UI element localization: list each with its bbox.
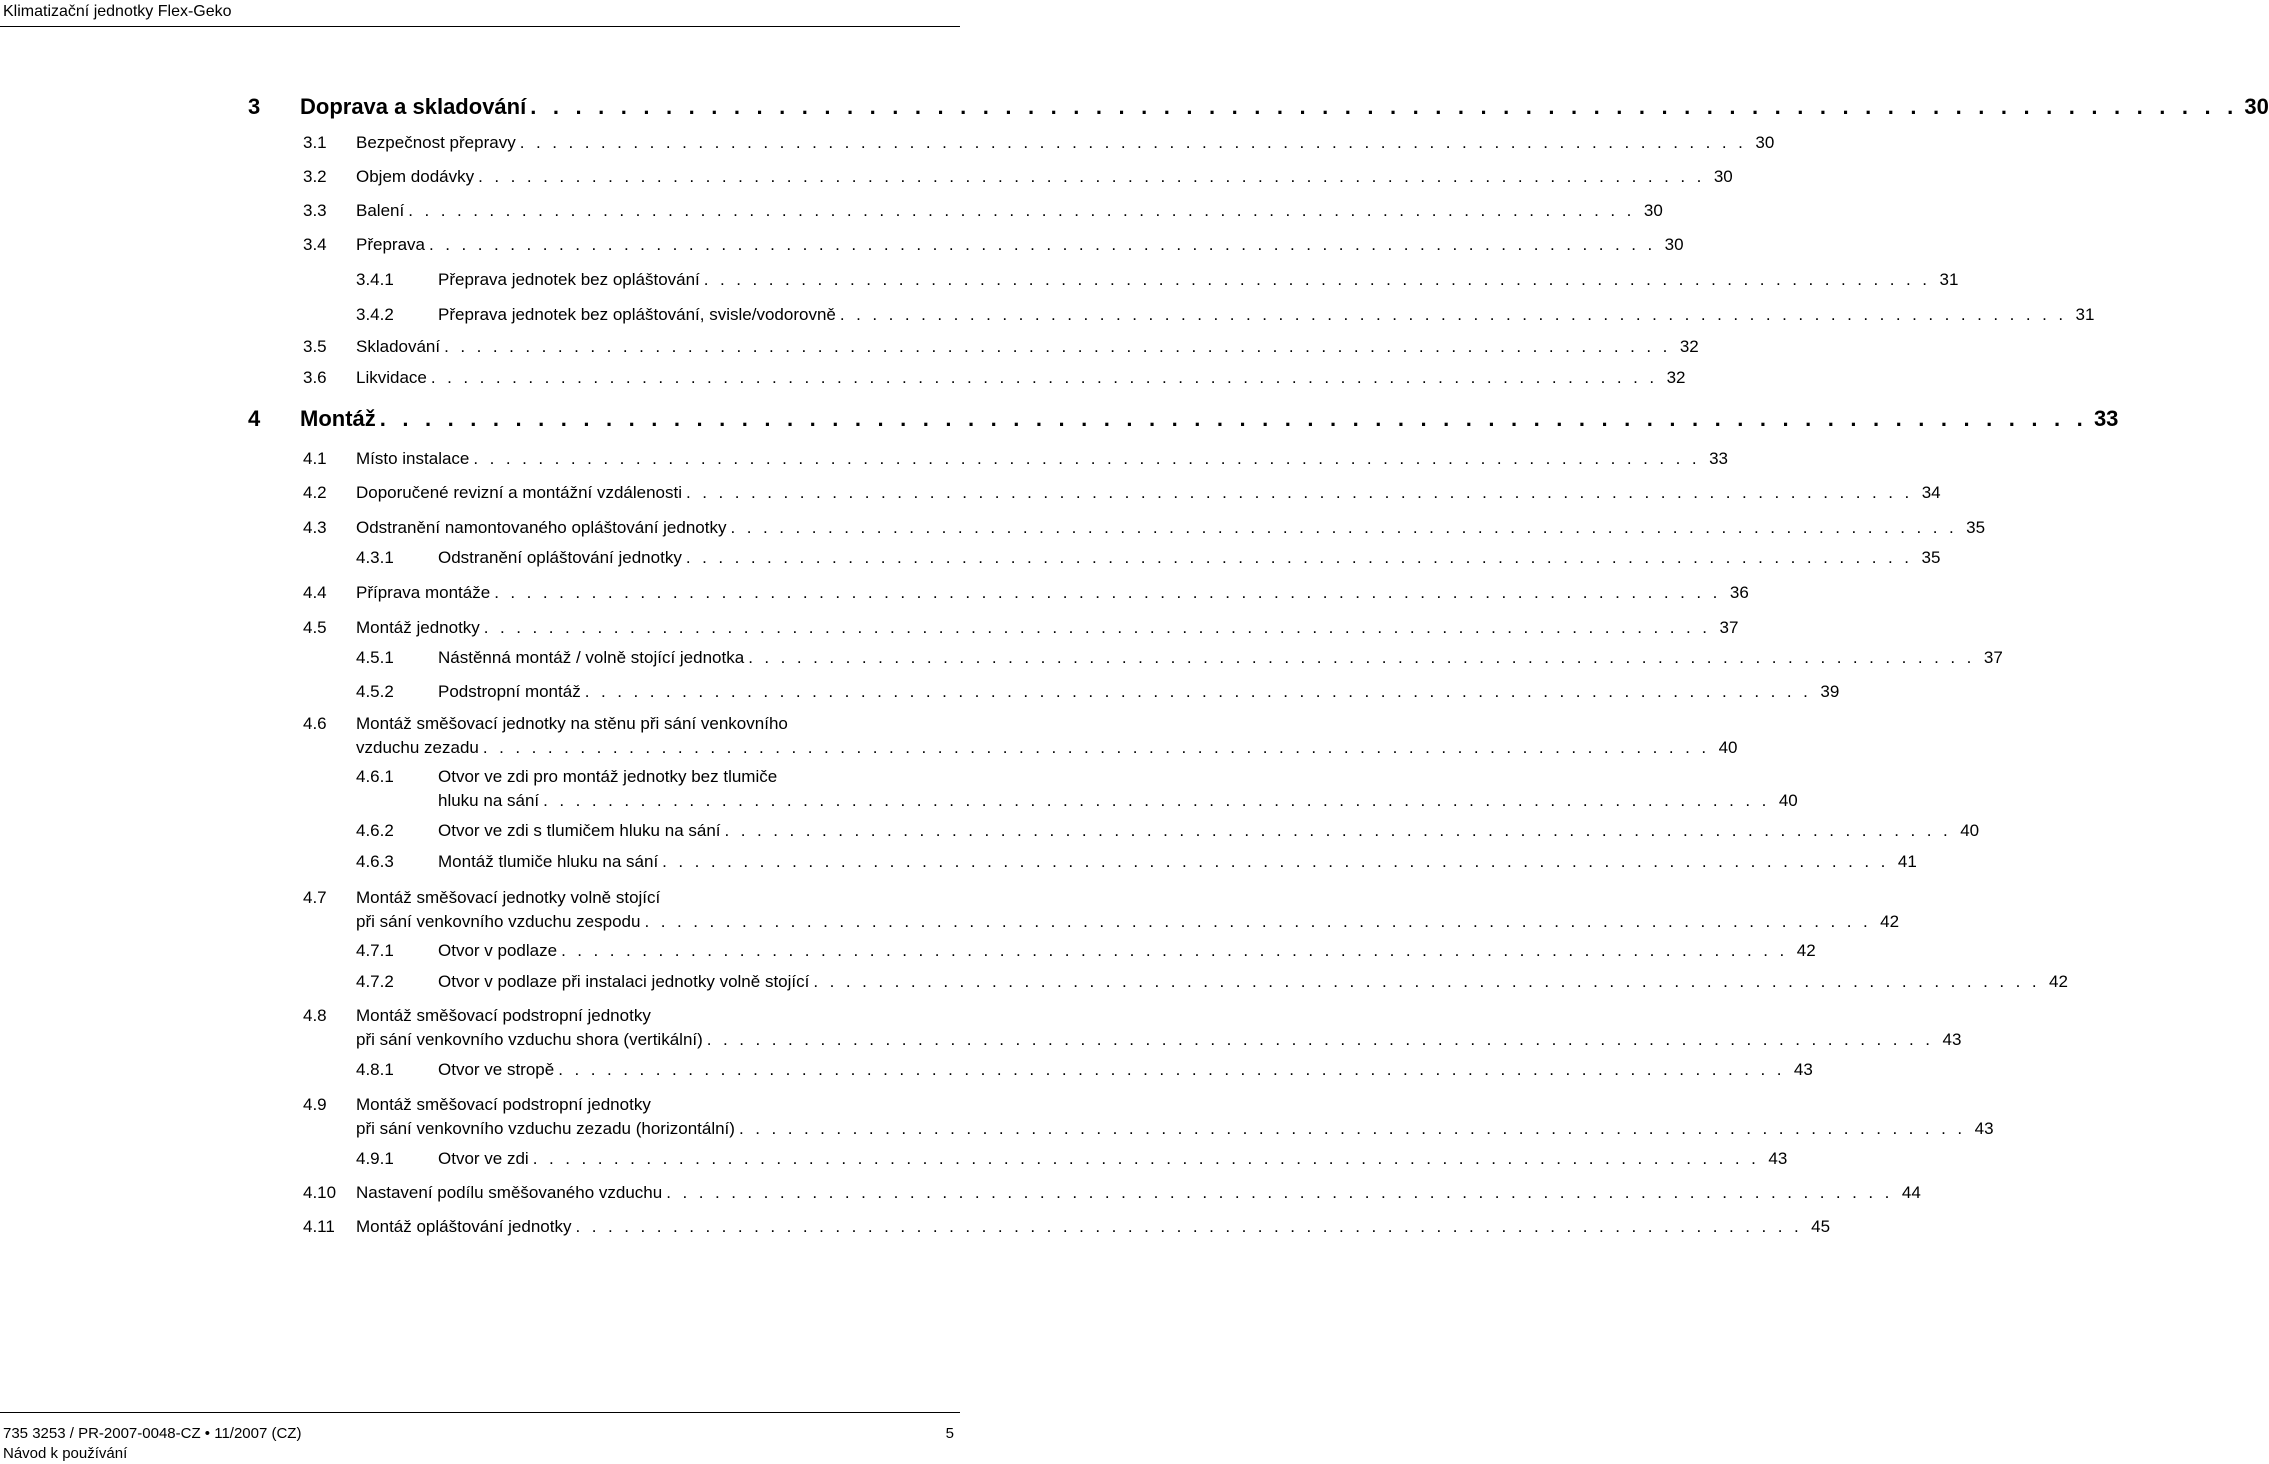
toc-page-number: 35: [1921, 548, 1941, 567]
toc-title: Místo instalace: [356, 449, 470, 468]
toc-title: Otvor v podlaze při instalaci jednotky volně stojící: [438, 972, 810, 991]
header-title: Klimatizační jednotky Flex-Geko: [3, 3, 232, 20]
toc-number: 4.10: [303, 1183, 337, 1202]
toc-entry[interactable]: [356, 1058, 1813, 1082]
toc-leader-dots: . . . . . . . . . . . . . . . . . . . . . . . . . . . . . . . . . . . . . . . . . . . . . . . . . . . . . . . . . . . . . . . . . . . . . . . . . . . .: [558, 1060, 1785, 1079]
toc-title: Nástěnná montáž / volně stojící jednotka: [438, 648, 745, 667]
toc-title: Bezpečnost přepravy: [356, 133, 516, 152]
toc-title: Nastavení podílu směšovaného vzduchu: [356, 1183, 663, 1202]
toc-leader-dots: . . . . . . . . . . . . . . . . . . . . . . . . . . . . . . . . . . . . . . . . . . . . . . . . . . . . . . . . . . . . . . . . . . . . . . . . . . . .: [473, 449, 1700, 468]
toc-page-number: 40: [1960, 821, 1980, 840]
toc-entry[interactable]: [356, 970, 2068, 994]
toc-title: Montáž tlumiče hluku na sání: [438, 852, 659, 871]
toc-leader-dots: . . . . . . . . . . . . . . . . . . . . . . . . . . . . . . . . . . . . . . . . . . . . . . . . . . . . . . . . . . . . . . . . . . . . . . . . . . . .: [530, 94, 2239, 119]
toc-page-number: 43: [1942, 1030, 1962, 1049]
toc-title: při sání venkovního vzduchu zezadu (horizontální): [356, 1119, 735, 1138]
toc-title: Montáž směšovací podstropní jednotky: [356, 1006, 651, 1025]
toc-leader-dots: . . . . . . . . . . . . . . . . . . . . . . . . . . . . . . . . . . . . . . . . . . . . . . . . . . . . . . . . . . . . . . . . . . . . . . . . . . . .: [444, 337, 1671, 356]
toc-entry[interactable]: [356, 646, 2003, 670]
toc-leader-dots: . . . . . . . . . . . . . . . . . . . . . . . . . . . . . . . . . . . . . . . . . . . . . . . . . . . . . . . . . . . . . . . . . . . . . . . . . . . .: [686, 483, 1913, 502]
toc-page-number: 31: [1939, 270, 1959, 289]
toc-number: 3.3: [303, 201, 327, 220]
toc-leader-dots: . . . . . . . . . . . . . . . . . . . . . . . . . . . . . . . . . . . . . . . . . . . . . . . . . . . . . . . . . . . . . . . . . . . . . . . . . . . .: [379, 406, 2088, 431]
toc-entry[interactable]: [356, 850, 1917, 874]
toc-title: Otvor ve zdi s tlumičem hluku na sání: [438, 821, 721, 840]
toc-number: 4.5: [303, 618, 327, 637]
toc-leader-dots: . . . . . . . . . . . . . . . . . . . . . . . . . . . . . . . . . . . . . . . . . . . . . . . . . . . . . . . . . . . . . . . . . . . . . . . . . . . .: [738, 1119, 1966, 1138]
toc-number: 4.9.1: [356, 1149, 394, 1168]
toc-entry[interactable]: [356, 765, 1798, 813]
toc-title: Montáž směšovací jednotky volně stojící: [356, 888, 661, 907]
toc-title: při sání venkovního vzduchu zespodu: [356, 912, 641, 931]
toc-entry[interactable]: [303, 481, 1941, 505]
footer-subtitle: Návod k používání: [3, 1445, 128, 1462]
toc-page-number: 41: [1897, 852, 1917, 871]
toc-leader-dots: . . . . . . . . . . . . . . . . . . . . . . . . . . . . . . . . . . . . . . . . . . . . . . . . . . . . . . . . . . . . . . . . . . . . . . . . . . . .: [748, 648, 1975, 667]
toc-leader-dots: . . . . . . . . . . . . . . . . . . . . . . . . . . . . . . . . . . . . . . . . . . . . . . . . . . . . . . . . . . . . . . . . . . . . . . . . . . . .: [430, 368, 1658, 387]
toc-leader-dots: . . . . . . . . . . . . . . . . . . . . . . . . . . . . . . . . . . . . . . . . . . . . . . . . . . . . . . . . . . . . . . . . . . . . . . . . . . . .: [584, 682, 1812, 701]
footer-document-number: 735 3253 / PR-2007-0048-CZ • 11/2007 (CZ): [3, 1425, 302, 1442]
toc-page-number: 43: [1768, 1149, 1788, 1168]
toc-page-number: 32: [1666, 368, 1686, 387]
toc-number: 4.9: [303, 1095, 327, 1114]
toc-title: Montáž směšovací podstropní jednotky: [356, 1095, 651, 1114]
toc-leader-dots: . . . . . . . . . . . . . . . . . . . . . . . . . . . . . . . . . . . . . . . . . . . . . . . . . . . . . . . . . . . . . . . . . . . . . . . . . . . .: [494, 583, 1721, 602]
toc-leader-dots: . . . . . . . . . . . . . . . . . . . . . . . . . . . . . . . . . . . . . . . . . . . . . . . . . . . . . . . . . . . . . . . . . . . . . . . . . . . .: [662, 852, 1889, 871]
toc-title: Montáž směšovací jednotky na stěnu při sání venkovního: [356, 714, 788, 733]
toc-page-number: 36: [1729, 583, 1749, 602]
toc-entry[interactable]: [303, 1181, 1921, 1205]
toc-page-number: 39: [1820, 682, 1840, 701]
toc-page-number: 42: [1880, 912, 1900, 931]
page-header: [0, 0, 960, 28]
toc-entry[interactable]: [303, 1093, 1994, 1141]
toc-page-number: 30: [1713, 167, 1733, 186]
toc-number: 3.2: [303, 167, 327, 186]
toc-title: Skladování: [356, 337, 441, 356]
toc-leader-dots: . . . . . . . . . . . . . . . . . . . . . . . . . . . . . . . . . . . . . . . . . . . . . . . . . . . . . . . . . . . . . . . . . . . . . . . . . . . .: [519, 133, 1747, 152]
toc-number: 4.1: [303, 449, 327, 468]
toc-leader-dots: . . . . . . . . . . . . . . . . . . . . . . . . . . . . . . . . . . . . . . . . . . . . . . . . . . . . . . . . . . . . . . . . . . . . . . . . . . . .: [839, 305, 2067, 324]
toc-title: Montáž: [300, 406, 376, 431]
footer-divider: [0, 1412, 960, 1413]
toc-number: 3.5: [303, 337, 327, 356]
toc-leader-dots: . . . . . . . . . . . . . . . . . . . . . . . . . . . . . . . . . . . . . . . . . . . . . . . . . . . . . . . . . . . . . . . . . . . . . . . . . . . .: [482, 738, 1710, 757]
toc-entry[interactable]: [303, 886, 1900, 934]
toc-title: Přeprava: [356, 235, 425, 254]
toc-page-number: 40: [1778, 791, 1798, 810]
toc-page-number: 37: [1719, 618, 1739, 637]
toc-title: Otvor ve zdi: [438, 1149, 529, 1168]
toc-page-number: 32: [1679, 337, 1699, 356]
toc-leader-dots: . . . . . . . . . . . . . . . . . . . . . . . . . . . . . . . . . . . . . . . . . . . . . . . . . . . . . . . . . . . . . . . . . . . . . . . . . . . .: [703, 270, 1931, 289]
toc-leader-dots: . . . . . . . . . . . . . . . . . . . . . . . . . . . . . . . . . . . . . . . . . . . . . . . . . . . . . . . . . . . . . . . . . . . . . . . . . . . .: [483, 618, 1711, 637]
toc-page-number: 35: [1966, 518, 1986, 537]
toc-chapter[interactable]: [248, 93, 2269, 121]
toc-number: 4.4: [303, 583, 327, 602]
toc-page-number: 30: [1755, 133, 1775, 152]
toc-number: 4.8.1: [356, 1060, 394, 1079]
toc-entry[interactable]: [303, 233, 1684, 257]
toc-page-number: 45: [1811, 1217, 1831, 1236]
toc-number: 4.7: [303, 888, 327, 907]
toc-entry[interactable]: [303, 712, 1738, 760]
toc-title: Otvor ve zdi pro montáž jednotky bez tlumiče: [438, 767, 778, 786]
toc-entry[interactable]: [303, 447, 1728, 471]
toc-page-number: 44: [1901, 1183, 1921, 1202]
toc-page-number: 42: [2049, 972, 2068, 991]
toc-page-number: 33: [2093, 406, 2119, 431]
toc-number: 4.3.1: [356, 548, 394, 567]
toc-leader-dots: . . . . . . . . . . . . . . . . . . . . . . . . . . . . . . . . . . . . . . . . . . . . . . . . . . . . . . . . . . . . . . . . . . . . . . . . . . . .: [543, 791, 1770, 810]
toc-title: Otvor ve stropě: [438, 1060, 555, 1079]
toc-number: 4.3: [303, 518, 327, 537]
toc-entry[interactable]: [303, 1215, 1831, 1239]
toc-number: 4.8: [303, 1006, 327, 1025]
toc-title: Podstropní montáž: [438, 682, 581, 701]
toc-number: 4.5.2: [356, 682, 394, 701]
toc-number: 4.6: [303, 714, 327, 733]
header-divider: [0, 26, 960, 27]
toc-number: 4.6.2: [356, 821, 394, 840]
toc-title: Likvidace: [356, 368, 427, 387]
toc-page-number: 42: [1796, 941, 1816, 960]
toc-leader-dots: . . . . . . . . . . . . . . . . . . . . . . . . . . . . . . . . . . . . . . . . . . . . . . . . . . . . . . . . . . . . . . . . . . . . . . . . . . . .: [724, 821, 1952, 840]
toc-title: Doporučené revizní a montážní vzdálenosti: [356, 483, 683, 502]
toc-number: 3.1: [303, 133, 327, 152]
toc-leader-dots: . . . . . . . . . . . . . . . . . . . . . . . . . . . . . . . . . . . . . . . . . . . . . . . . . . . . . . . . . . . . . . . . . . . . . . . . . . . .: [561, 941, 1788, 960]
toc-leader-dots: . . . . . . . . . . . . . . . . . . . . . . . . . . . . . . . . . . . . . . . . . . . . . . . . . . . . . . . . . . . . . . . . . . . . . . . . . . . .: [730, 518, 1958, 537]
toc-title: Přeprava jednotek bez opláštování, svisle/vodorovně: [438, 305, 836, 324]
toc-title: Balení: [356, 201, 405, 220]
toc-leader-dots: . . . . . . . . . . . . . . . . . . . . . . . . . . . . . . . . . . . . . . . . . . . . . . . . . . . . . . . . . . . . . . . . . . . . . . . . . . . .: [813, 972, 2040, 991]
toc-number: 4.7.1: [356, 941, 394, 960]
toc-title: vzduchu zezadu: [356, 738, 479, 757]
toc-leader-dots: . . . . . . . . . . . . . . . . . . . . . . . . . . . . . . . . . . . . . . . . . . . . . . . . . . . . . . . . . . . . . . . . . . . . . . . . . . . .: [685, 548, 1913, 567]
toc-title: Montáž jednotky: [356, 618, 480, 637]
toc-entry[interactable]: [303, 581, 1749, 605]
toc-leader-dots: . . . . . . . . . . . . . . . . . . . . . . . . . . . . . . . . . . . . . . . . . . . . . . . . . . . . . . . . . . . . . . . . . . . . . . . . . . . .: [575, 1217, 1803, 1236]
toc-title: Odstranění opláštování jednotky: [438, 548, 682, 567]
toc-entry[interactable]: [356, 268, 1959, 292]
toc-leader-dots: . . . . . . . . . . . . . . . . . . . . . . . . . . . . . . . . . . . . . . . . . . . . . . . . . . . . . . . . . . . . . . . . . . . . . . . . . . . .: [706, 1030, 1934, 1049]
toc-page-number: 31: [2075, 305, 2095, 324]
toc-title: Odstranění namontovaného opláštování jednotky: [356, 518, 727, 537]
toc-title: Otvor v podlaze: [438, 941, 558, 960]
toc-entry[interactable]: [303, 199, 1663, 223]
toc-entry[interactable]: [356, 939, 1816, 963]
toc-page-number: 40: [1718, 738, 1738, 757]
toc-number: 3.4: [303, 235, 327, 254]
toc-title: hluku na sání: [438, 791, 540, 810]
toc-page-number: 33: [1709, 449, 1728, 468]
toc-number: 4.5.1: [356, 648, 394, 667]
toc-page-number: 30: [2244, 94, 2269, 119]
toc-entry[interactable]: [303, 366, 1686, 390]
toc-page-number: 34: [1921, 483, 1941, 502]
toc-entry[interactable]: [303, 616, 1739, 640]
toc-title: Montáž opláštování jednotky: [356, 1217, 572, 1236]
toc-leader-dots: . . . . . . . . . . . . . . . . . . . . . . . . . . . . . . . . . . . . . . . . . . . . . . . . . . . . . . . . . . . . . . . . . . . . . . . . . . . .: [666, 1183, 1893, 1202]
toc-entry[interactable]: [303, 516, 1986, 540]
toc-number: 4.6.3: [356, 852, 394, 871]
toc-entry[interactable]: [356, 303, 2095, 327]
toc-leader-dots: . . . . . . . . . . . . . . . . . . . . . . . . . . . . . . . . . . . . . . . . . . . . . . . . . . . . . . . . . . . . . . . . . . . . . . . . . . . .: [644, 912, 1872, 931]
toc-leader-dots: . . . . . . . . . . . . . . . . . . . . . . . . . . . . . . . . . . . . . . . . . . . . . . . . . . . . . . . . . . . . . . . . . . . . . . . . . . . .: [478, 167, 1705, 186]
toc-page-number: 30: [1664, 235, 1684, 254]
toc-number: 4.11: [303, 1217, 335, 1236]
page-footer: [0, 1412, 960, 1462]
toc-number: 4: [248, 406, 261, 431]
toc-page-number: 43: [1793, 1060, 1813, 1079]
toc-title: při sání venkovního vzduchu shora (vertikální): [356, 1030, 703, 1049]
toc-entry[interactable]: [303, 335, 1699, 359]
toc-leader-dots: . . . . . . . . . . . . . . . . . . . . . . . . . . . . . . . . . . . . . . . . . . . . . . . . . . . . . . . . . . . . . . . . . . . . . . . . . . . .: [532, 1149, 1760, 1168]
toc-number: 3.4.2: [356, 305, 394, 324]
toc-leader-dots: . . . . . . . . . . . . . . . . . . . . . . . . . . . . . . . . . . . . . . . . . . . . . . . . . . . . . . . . . . . . . . . . . . . . . . . . . . . .: [428, 235, 1656, 254]
toc-chapter[interactable]: [248, 405, 2119, 433]
toc-title: Objem dodávky: [356, 167, 475, 186]
toc-title: Příprava montáže: [356, 583, 491, 602]
toc-title: Doprava a skladování: [300, 94, 527, 119]
toc-number: 3.4.1: [356, 270, 394, 289]
toc-number: 3.6: [303, 368, 327, 387]
toc-entry[interactable]: [303, 165, 1733, 189]
toc-number: 4.7.2: [356, 972, 394, 991]
toc-entry[interactable]: [303, 131, 1775, 155]
toc-page-number: 30: [1643, 201, 1663, 220]
toc-entry[interactable]: [356, 546, 1941, 570]
footer-page-number: 5: [945, 1425, 954, 1442]
toc-leader-dots: . . . . . . . . . . . . . . . . . . . . . . . . . . . . . . . . . . . . . . . . . . . . . . . . . . . . . . . . . . . . . . . . . . . . . . . . . . . .: [408, 201, 1635, 220]
toc-entry[interactable]: [356, 680, 1840, 704]
toc-number: 4.2: [303, 483, 327, 502]
toc-page-number: 43: [1974, 1119, 1994, 1138]
toc-title: Přeprava jednotek bez opláštování: [438, 270, 700, 289]
toc-number: 3: [248, 94, 261, 119]
toc-page-number: 37: [1983, 648, 2003, 667]
toc-entry[interactable]: [356, 1147, 1788, 1171]
toc-number: 4.6.1: [356, 767, 394, 786]
toc-entry[interactable]: [303, 1004, 1962, 1052]
toc-entry[interactable]: [356, 819, 1980, 843]
